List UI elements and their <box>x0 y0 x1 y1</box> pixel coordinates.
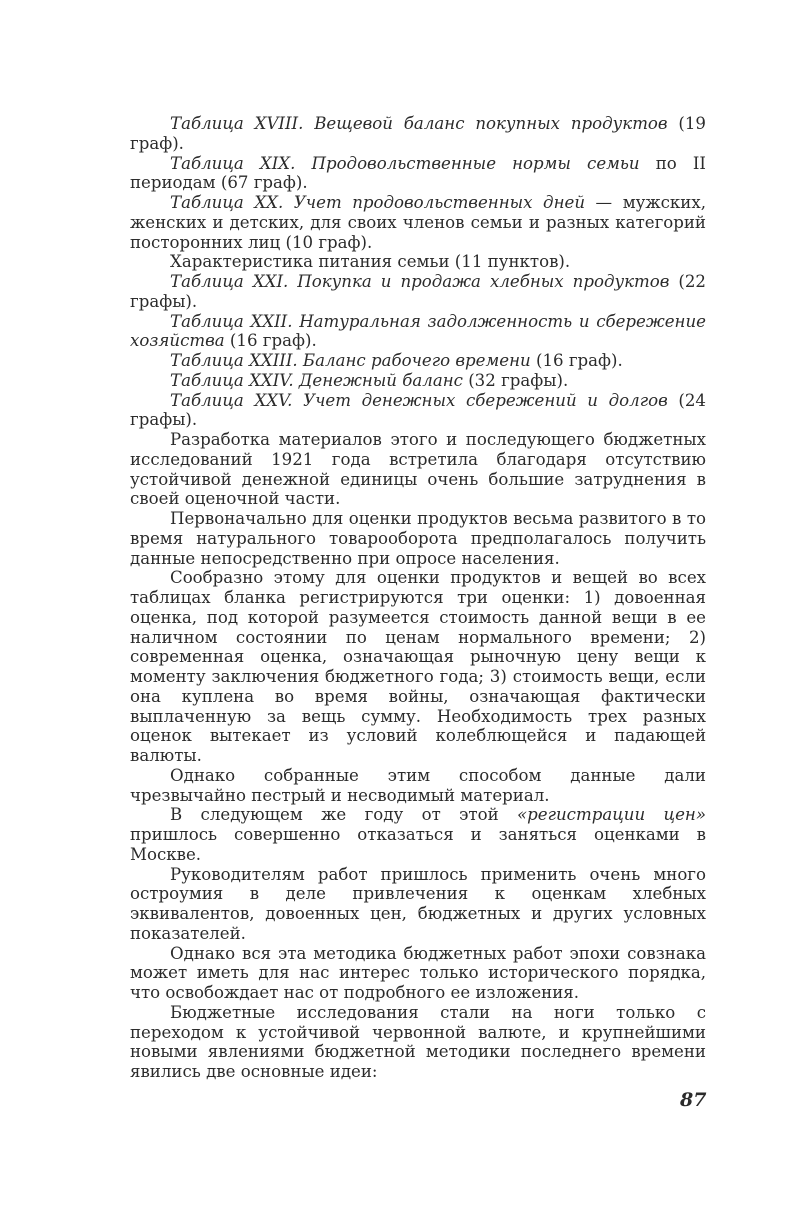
paragraph <box>130 114 706 154</box>
text-run: (19 граф). <box>130 114 706 153</box>
paragraph <box>130 509 706 568</box>
italic-run: Таблица XXIII. Баланс рабочего времени <box>170 351 531 370</box>
page-number: 87 <box>680 1089 707 1111</box>
text-run: (32 графы). <box>462 370 569 390</box>
italic-run: Таблица XXII. Натуральная задолженность и сбережение хозяйства <box>130 311 706 351</box>
text-run: В следующем же году от этой <box>170 805 517 825</box>
page-body <box>130 114 706 1082</box>
paragraph <box>130 351 706 371</box>
italic-run: Таблица XIX. Продовольственные нормы семьи <box>170 153 640 173</box>
paragraph <box>130 252 706 272</box>
text-run: пришлось совершенно отказаться и заняться оценками в Москве. <box>130 825 706 864</box>
paragraph <box>130 805 706 864</box>
italic-run: Таблица XX. Учет продовольственных дней <box>170 193 586 212</box>
text-run: (24 графы). <box>130 390 706 430</box>
paragraph <box>130 371 706 391</box>
paragraph <box>130 193 706 252</box>
text-run: Сообразно этому для оценки продуктов и вещей во всех таблицах бланка регистрируются три оценки: 1) довоенная оценка, под которой разумеется стоимость данной вещи в ее наличном состоянии по ценам нормального времени; 2) современная оценка, означающая рыночную цену вещи к моменту заключения бюджетного года; 3) стоимость вещи, если она куплена во время войны, означающая фактически выплаченную за вещь сумму. Необходимость трех разных оценок вытекает из условий колеблющейся и падающей валюты. <box>130 568 706 765</box>
text-run: Разработка материалов этого и последующего бюджетных исследований 1921 года встретила благодаря отсутствию устойчивой денежной единицы очень большие затруднения в своей оценочной части. <box>130 430 706 509</box>
text-run: (22 графы). <box>130 272 706 311</box>
text-run: Бюджетные исследования стали на ноги только с переходом к устойчивой червонной валюте, и крупнейшими новыми явлениями бюджетной методики последнего времени явились две основные идеи: <box>130 1002 706 1081</box>
text-run: Однако вся эта методика бюджетных работ эпохи совзнака может иметь для нас интерес только исторического порядка, что освобождает нас от подробного ее изложения. <box>130 943 706 1002</box>
paragraph <box>130 1003 706 1082</box>
italic-run: Таблица XVIII. Вещевой баланс покупных продуктов <box>170 114 668 133</box>
text-run: — мужских, женских и детских, для своих членов семьи и разных категорий посторонних лиц (10 граф). <box>130 193 706 252</box>
text-run: Первоначально для оценки продуктов весьма развитого в то время натурального товарооборота предполагалось получить данные непосредственно при опросе населения. <box>130 509 706 568</box>
italic-run: Таблица XXV. Учет денежных сбережений и долгов <box>170 390 668 410</box>
paragraph <box>130 766 706 806</box>
text-run: (16 граф). <box>530 351 623 370</box>
paragraph <box>130 272 706 312</box>
italic-run: Таблица XXI. Покупка и продажа хлебных продуктов <box>170 272 670 291</box>
paragraph <box>130 568 706 766</box>
italic-run: «регистрации цен» <box>517 805 706 825</box>
text-run: Однако собранные этим способом данные дали чрезвычайно пестрый и несводимый материал. <box>130 765 706 805</box>
paragraph <box>130 154 706 194</box>
text-run: (16 граф). <box>224 331 317 351</box>
paragraph <box>130 391 706 431</box>
italic-run: Таблица XXIV. Денежный баланс <box>170 370 463 390</box>
text-run: Характеристика питания семьи (11 пунктов). <box>170 252 571 272</box>
paragraph <box>130 312 706 352</box>
paragraph <box>130 944 706 1003</box>
text-run: по II периодам (67 граф). <box>130 153 706 193</box>
text-run: Руководителям работ пришлось применить очень много остроумия в деле привлечения к оценкам хлебных эквивалентов, довоенных цен, бюджетных и других условных показателей. <box>130 864 706 943</box>
paragraph <box>130 430 706 509</box>
paragraph <box>130 865 706 944</box>
